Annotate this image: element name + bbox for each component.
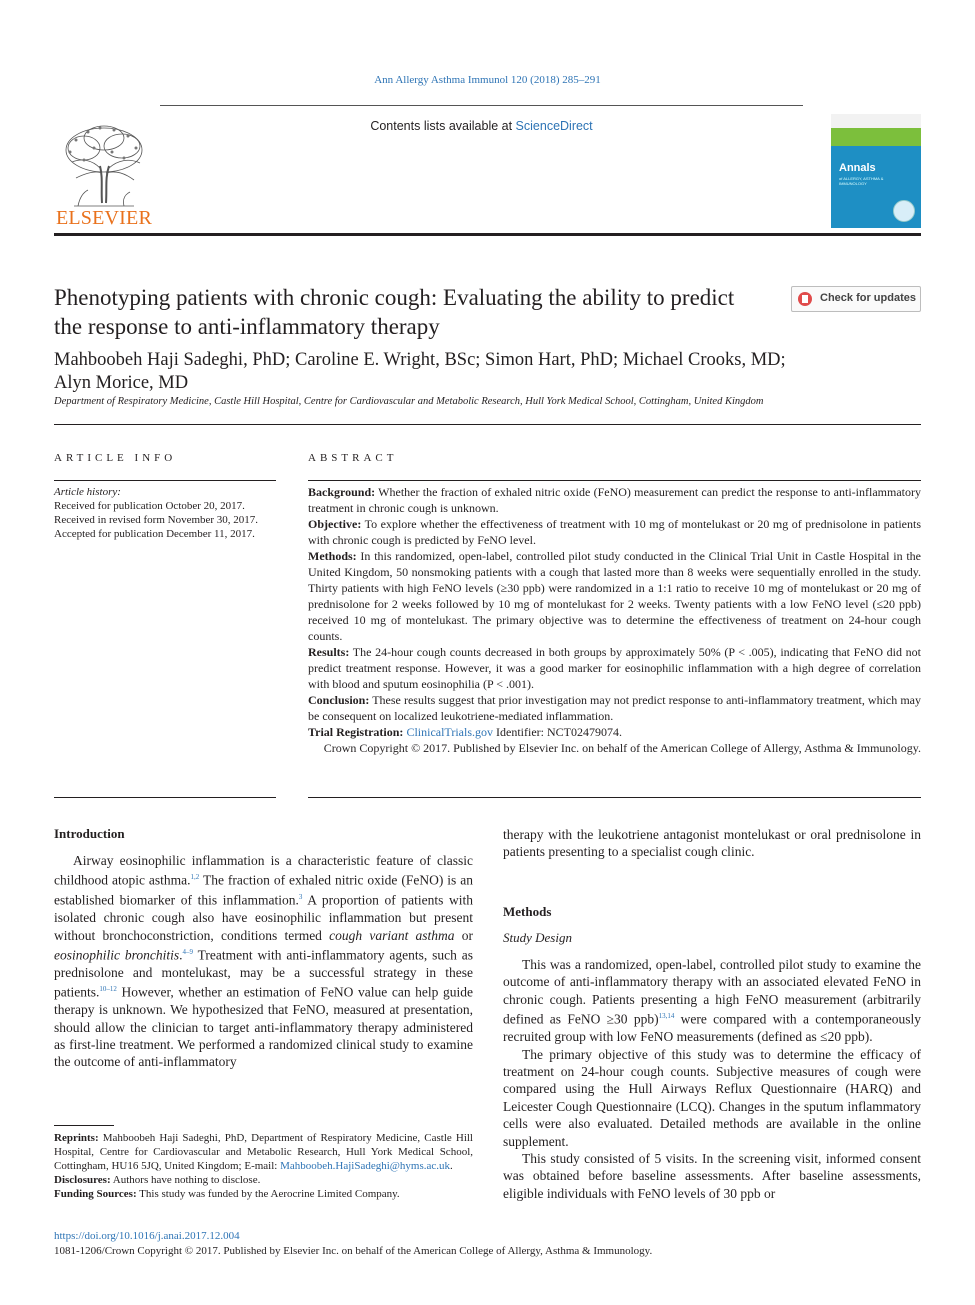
citation-link[interactable]: 13,14 xyxy=(658,1012,675,1021)
citation-link[interactable]: 4–9 xyxy=(182,948,193,957)
footnote-divider xyxy=(54,1125,114,1126)
affiliation: Department of Respiratory Medicine, Castle Hill Hospital, Centre for Cardiovascular and Metabolic Research, Hull York Medical School, Cottingham, United Kingdom xyxy=(54,396,764,407)
article-info-bottom-divider xyxy=(54,797,276,798)
sciencedirect-link[interactable]: ScienceDirect xyxy=(515,119,593,133)
cover-green-band xyxy=(831,128,921,146)
authors-line-2: Alyn Morice, MD xyxy=(54,373,189,393)
article-title: Phenotyping patients with chronic cough: Evaluating the ability to predict the response to anti-inflammatory therapy xyxy=(54,285,735,339)
abstract-objective: Objective: To explore whether the effectiveness of treatment with 10 mg of montelukast or 20 mg of prednisolone in patients with chronic cough is predicted by FeNO level. xyxy=(308,517,921,547)
reprints-note: Reprints: Mahboobeh Haji Sadeghi, PhD, Department of Respiratory Medicine, Castle Hill Hospital, Centre for Cardiovascular and Metabolic Research, Hull York Medical School, Cottingham, HU16 5JQ, United Kingdom; E-mail: Mahboobeh.HajiSadeghi@hyms.ac.uk. xyxy=(54,1132,473,1172)
funding-note: Funding Sources: This study was funded by the Aerocrine Limited Company. xyxy=(54,1188,400,1200)
revised-date: Received in revised form November 30, 2017. xyxy=(54,514,259,526)
header-thick-divider xyxy=(54,233,921,236)
email-link[interactable]: Mahboobeh.HajiSadeghi@hyms.ac.uk xyxy=(280,1160,451,1172)
header-divider xyxy=(160,105,803,106)
doi-link[interactable]: https://doi.org/10.1016/j.anai.2017.12.004 xyxy=(54,1230,240,1242)
issn-copyright: 1081-1206/Crown Copyright © 2017. Published by Elsevier Inc. on behalf of the American College of Allergy, Asthma & Immunology. xyxy=(54,1245,653,1257)
citation-link[interactable]: 3 xyxy=(298,893,303,902)
cover-title: Annals xyxy=(839,162,876,174)
authors-line-1: Mahboobeh Haji Sadeghi, PhD; Caroline E. Wright, BSc; Simon Hart, PhD; Michael Crooks, MD; xyxy=(54,350,786,370)
article-info-heading: ARTICLE INFO xyxy=(54,452,177,464)
abstract-body xyxy=(308,484,921,756)
cover-subtitle: of ALLERGY, ASTHMA & IMMUNOLOGY xyxy=(839,176,884,186)
cover-top-band xyxy=(831,114,921,128)
contents-prefix: Contents lists available at xyxy=(370,119,516,133)
disclosures-note: Disclosures: Authors have nothing to disclose. xyxy=(54,1174,261,1186)
citation-link[interactable]: 10–12 xyxy=(99,985,117,994)
check-updates-label: Check for updates xyxy=(820,292,916,304)
history-label: Article history: xyxy=(54,486,121,498)
abstract-heading: ABSTRACT xyxy=(308,452,398,464)
methods-heading: Methods xyxy=(503,904,552,919)
bookmark-icon xyxy=(798,292,812,306)
journal-cover-thumbnail[interactable] xyxy=(831,114,921,228)
methods-text: This was a randomized, open-label, controlled pilot study to examine the outcome of anti-inflammatory therapy with an associated elevated FeNO in chronic cough. Patients presenting a high FeNO measurement (arbitrarily defined as FeNO ≥30 ppb)$^{13,14}$ were compared with a contemporaneously recruited group with low FeNO measurements (defined as ≤20 ppb). The primary objective of this study was to determine the efficacy of treatment on 24-hour cough counts. Subjective measures of cough were compared using the Hull Airways Reflux Questionnaire (HARQ) and Leicester Cough Questionnaire (LCQ). Changes in the sputum inflammatory cells were also evaluated. Detailed methods are available in the online supplement. This study consisted of 5 visits. In the screening visit, informed consent was obtained before baseline assessments. After baseline assessments, eligible individuals with FeNO levels of 30 ppb or xyxy=(503,957,921,1201)
contents-availability xyxy=(160,119,803,133)
abstract-methods: Methods: In this randomized, open-label, controlled pilot study conducted in the Clinical Trial Unit in Castle Hospital in the United Kingdom, 50 nonsmoking patients with a cough that lasted more than 8 weeks were sequentially enrolled in the study. Thirty patients with high FeNO levels (≥30 ppb) were randomized in a 1:1 ratio to receive 10 mg of montelukast or 20 mg of prednisolone for 2 weeks followed by 10 mg of montelukast for 2 weeks. Twenty patients with a low FeNO level (≤20 ppb) received 10 mg of montelukast. The primary objective was to determine the effectiveness of treatment on 24-hour cough counts. xyxy=(308,549,921,643)
introduction-text: Airway eosinophilic inflammation is a characteristic feature of classic childhood atopic asthma.$^{1,2}$ The fraction of exhaled nitric oxide (FeNO) is an established biomarker of this inflammation.$^3$ A proportion of patients with isolated chronic cough also have eosinophilic inflammation but present without bronchoconstriction, conditions termed cough variant asthma or eosinophilic bronchitis.$^{4-9}$ Treatment with anti-inflammatory agents, such as prednisolone and montelukast, may be a successful strategy in these patients.$^{10-12}$ However, whether an estimation of FeNO value can help guide therapy is unknown. We hypothesized that FeNO, measured at presentation, should allow the clinician to target anti-inflammatory therapy administered as first-line treatment. We performed a randomized clinical study to examine the outcome of anti-inflammatory xyxy=(54,853,473,1070)
article-history xyxy=(54,485,276,541)
introduction-heading: Introduction xyxy=(54,826,125,841)
abstract-bottom-divider xyxy=(308,797,921,798)
abstract-conclusion: Conclusion: These results suggest that prior investigation may not predict response to anti-inflammatory treatment, which may be consequent on localized leukotriene-mediated inflammation. xyxy=(308,693,921,723)
journal-reference[interactable]: Ann Allergy Asthma Immunol 120 (2018) 285–291 xyxy=(374,74,601,86)
abstract-copyright: Crown Copyright © 2017. Published by Elsevier Inc. on behalf of the American College of Allergy, Asthma & Immunology. xyxy=(323,741,921,755)
check-for-updates-button[interactable] xyxy=(791,286,921,312)
abstract-results: Results: The 24-hour cough counts decreased in both groups by approximately 50% (P < .005), indicating that FeNO did not predict treatment response. However, it was a good marker for eosinophilic inflammation with a high degree of correlation with blood and sputum eosinophilia (P < .001). xyxy=(308,645,921,691)
received-date: Received for publication October 20, 2017. xyxy=(54,500,245,512)
introduction-continued: therapy with the leukotriene antagonist montelukast or oral prednisolone in patients presenting to a specialist cough clinic. xyxy=(503,827,921,860)
abstract-trial-registration: Trial Registration: ClinicalTrials.gov Identifier: NCT02479074. xyxy=(308,725,622,739)
abstract-divider xyxy=(308,480,921,481)
title-divider xyxy=(54,424,921,425)
article-info-divider xyxy=(54,480,276,481)
cover-seal-icon xyxy=(893,200,915,222)
study-design-heading: Study Design xyxy=(503,930,572,945)
clinicaltrials-link[interactable]: ClinicalTrials.gov xyxy=(406,725,493,739)
accepted-date: Accepted for publication December 11, 2017. xyxy=(54,528,255,540)
citation-link[interactable]: 1,2 xyxy=(190,873,200,882)
abstract-background: Background: Whether the fraction of exhaled nitric oxide (FeNO) measurement can predict the response to anti-inflammatory treatment in chronic cough is unknown. xyxy=(308,485,921,515)
author-list xyxy=(54,349,914,395)
footnotes xyxy=(54,1131,473,1201)
elsevier-wordmark[interactable]: ELSEVIER xyxy=(55,207,153,229)
